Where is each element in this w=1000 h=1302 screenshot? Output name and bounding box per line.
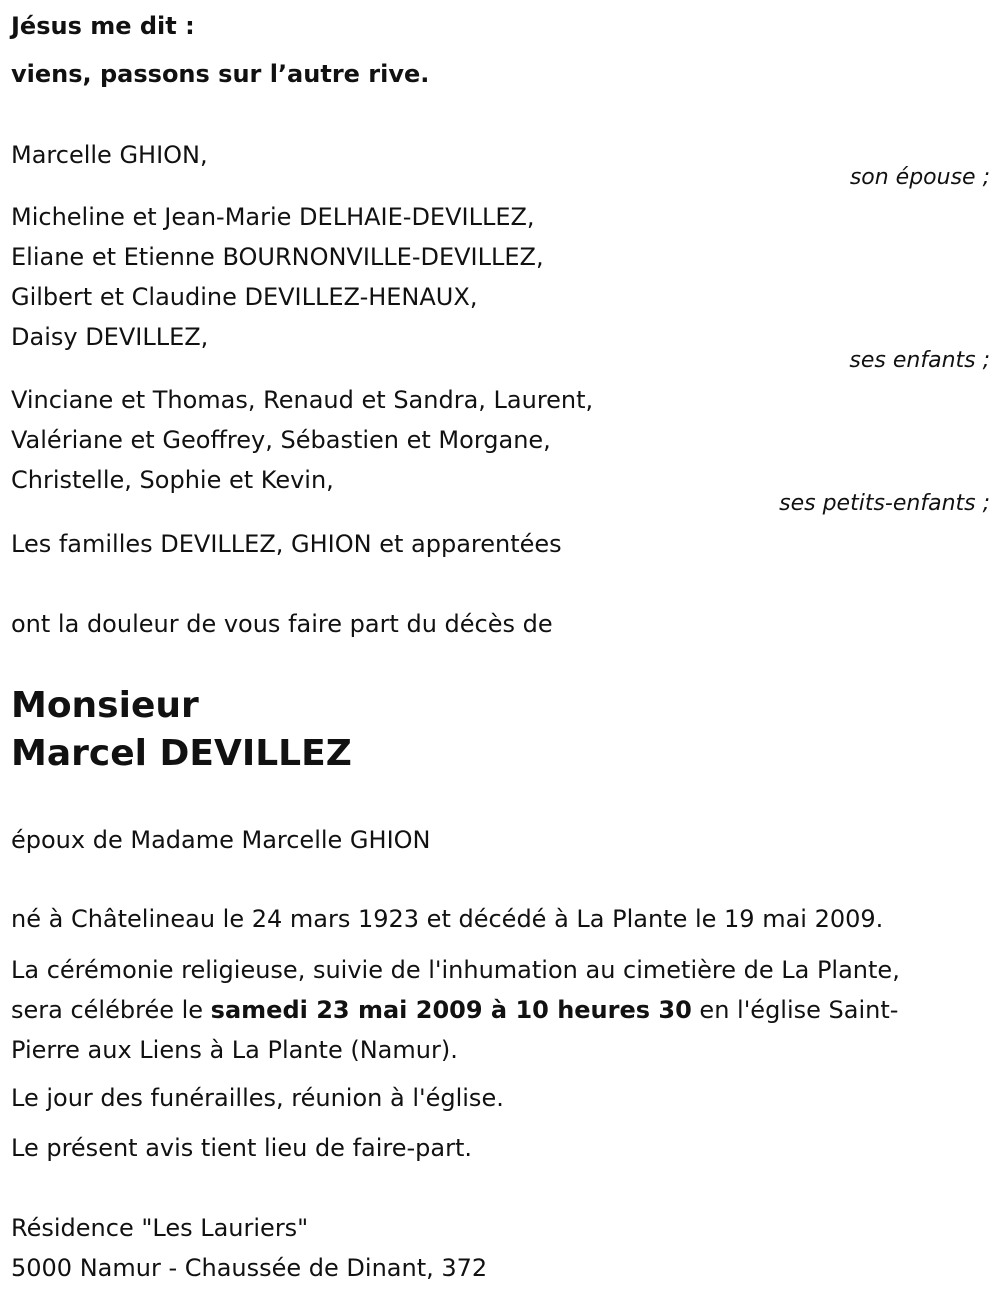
- funeral-meeting-line: Le jour des funérailles, réunion à l'église.: [11, 1084, 504, 1112]
- grandchildren-role: ses petits-enfants ;: [779, 491, 990, 516]
- spouse-role: son épouse ;: [849, 165, 990, 190]
- grandchild-line: Valériane et Geoffrey, Sébastien et Morgane,: [11, 426, 551, 454]
- ceremony-line-1: La cérémonie religieuse, suivie de l'inhumation au cimetière de La Plante,: [11, 956, 900, 984]
- child-line: Eliane et Etienne BOURNONVILLE-DEVILLEZ,: [11, 243, 544, 271]
- grandchild-line: Christelle, Sophie et Kevin,: [11, 466, 334, 494]
- residence-line-1: Résidence "Les Lauriers": [11, 1214, 309, 1242]
- residence-line-2: 5000 Namur - Chaussée de Dinant, 372: [11, 1254, 488, 1282]
- ceremony-date-time: samedi 23 mai 2009 à 10 heures 30: [210, 996, 692, 1024]
- deceased-title: Monsieur: [11, 685, 199, 726]
- notice-line: Le présent avis tient lieu de faire-part.: [11, 1134, 473, 1162]
- child-line: Daisy DEVILLEZ,: [11, 323, 209, 351]
- ceremony-line-3: Pierre aux Liens à La Plante (Namur).: [11, 1036, 458, 1064]
- spouse-name: Marcelle GHION,: [11, 141, 208, 169]
- child-line: Micheline et Jean-Marie DELHAIE-DEVILLEZ,: [11, 203, 535, 231]
- husband-of-line: époux de Madame Marcelle GHION: [11, 826, 431, 854]
- children-role: ses enfants ;: [849, 348, 990, 373]
- families-line: Les familles DEVILLEZ, GHION et apparentées: [11, 530, 562, 558]
- ceremony-text-after: en l'église Saint-: [691, 996, 899, 1024]
- ceremony-text-before: sera célébrée le: [11, 996, 211, 1024]
- announcement-line: ont la douleur de vous faire part du décès de: [11, 610, 553, 638]
- ceremony-line-2: [11, 995, 898, 1025]
- deceased-name: Marcel DEVILLEZ: [11, 733, 352, 774]
- grandchild-line: Vinciane et Thomas, Renaud et Sandra, Laurent,: [11, 386, 594, 414]
- birth-death-line: né à Châtelineau le 24 mars 1923 et décédé à La Plante le 19 mai 2009.: [11, 905, 884, 933]
- quote-line-2: viens, passons sur l’autre rive.: [11, 60, 430, 88]
- child-line: Gilbert et Claudine DEVILLEZ-HENAUX,: [11, 283, 478, 311]
- quote-line-1: Jésus me dit :: [11, 12, 195, 40]
